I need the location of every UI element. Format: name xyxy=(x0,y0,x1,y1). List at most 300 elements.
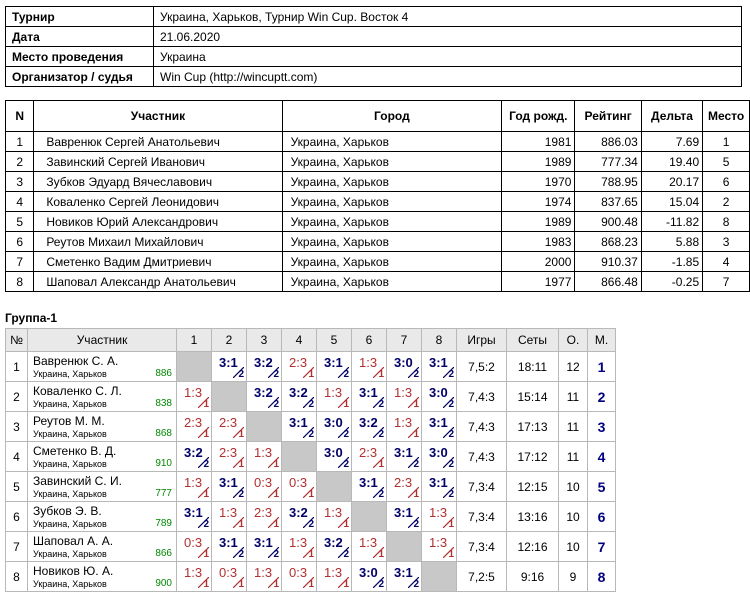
match-points: 1 xyxy=(308,549,314,560)
player-name: Вавренюк С. А. xyxy=(33,354,119,368)
group-row-number: 3 xyxy=(6,412,28,442)
match-score: 1:3 xyxy=(184,475,203,490)
group-row xyxy=(6,532,616,562)
match-score: 3:2 xyxy=(254,355,273,370)
match-score: 0:3 xyxy=(184,535,203,550)
player-name: Шаповал А. А. xyxy=(33,534,114,548)
participant-cell: 866.48 xyxy=(575,272,641,292)
participant-cell: -0.25 xyxy=(641,272,702,292)
match-score: 3:1 xyxy=(184,505,203,520)
match-score: 1:3 xyxy=(359,535,378,550)
points-cell: 11 xyxy=(559,442,588,472)
result-cell xyxy=(247,382,282,412)
participant-cell: 1977 xyxy=(502,272,575,292)
result-cell xyxy=(422,412,457,442)
group-row-number: 8 xyxy=(6,562,28,592)
group-player xyxy=(28,502,177,532)
participant-cell: 8 xyxy=(703,212,750,232)
participant-cell: 5 xyxy=(6,212,34,232)
result-cell xyxy=(352,532,387,562)
result-cell xyxy=(177,502,212,532)
match-score: 2:3 xyxy=(219,415,238,430)
result-cell xyxy=(317,352,352,382)
participant-row xyxy=(6,152,750,172)
info-value: Украина xyxy=(154,47,742,67)
match-points: 1 xyxy=(448,549,454,560)
match-points: 2 xyxy=(273,399,279,410)
points-cell: 11 xyxy=(559,382,588,412)
games-cell: 7,3:4 xyxy=(457,502,507,532)
group-row xyxy=(6,412,616,442)
match-points: 1 xyxy=(203,399,209,410)
match-points: 1 xyxy=(203,429,209,440)
games-cell: 7,2:5 xyxy=(457,562,507,592)
match-points: 2 xyxy=(343,549,349,560)
participant-cell: 2000 xyxy=(502,252,575,272)
match-score: 3:0 xyxy=(359,565,378,580)
participant-cell: 5.88 xyxy=(641,232,702,252)
match-score: 3:1 xyxy=(394,445,413,460)
sets-cell: 12:15 xyxy=(507,472,559,502)
match-points: 2 xyxy=(238,549,244,560)
points-cell: 9 xyxy=(559,562,588,592)
result-cell xyxy=(352,442,387,472)
participant-cell: Реутов Михаил Михайлович xyxy=(34,232,282,252)
result-cell-self xyxy=(352,502,387,532)
participant-row xyxy=(6,172,750,192)
match-points: 1 xyxy=(273,519,279,530)
result-cell xyxy=(317,562,352,592)
result-cell xyxy=(177,382,212,412)
match-points: 1 xyxy=(413,429,419,440)
result-cell xyxy=(282,412,317,442)
participant-cell: Шаповал Александр Анатольевич xyxy=(34,272,282,292)
group-row xyxy=(6,442,616,472)
info-row xyxy=(6,47,742,67)
group-header: 7 xyxy=(387,329,422,352)
participant-cell: Украина, Харьков xyxy=(282,212,502,232)
result-cell xyxy=(352,562,387,592)
participant-row xyxy=(6,232,750,252)
sets-cell: 9:16 xyxy=(507,562,559,592)
participant-row xyxy=(6,192,750,212)
participants-header: Рейтинг xyxy=(575,101,641,132)
group-header: О. xyxy=(559,329,588,352)
group-row-number: 6 xyxy=(6,502,28,532)
result-cell xyxy=(177,562,212,592)
match-points: 1 xyxy=(378,549,384,560)
result-cell xyxy=(212,352,247,382)
group-header: 3 xyxy=(247,329,282,352)
match-score: 1:3 xyxy=(219,505,238,520)
match-score: 0:3 xyxy=(289,565,308,580)
result-cell xyxy=(352,352,387,382)
sets-cell: 15:14 xyxy=(507,382,559,412)
result-cell xyxy=(387,352,422,382)
match-score: 1:3 xyxy=(184,385,203,400)
match-points: 1 xyxy=(203,549,209,560)
match-score: 3:1 xyxy=(429,475,448,490)
player-rating: 777 xyxy=(155,488,172,499)
match-score: 2:3 xyxy=(394,475,413,490)
player-name: Новиков Ю. А. xyxy=(33,564,114,578)
participants-header: Город xyxy=(282,101,502,132)
match-score: 3:1 xyxy=(394,505,413,520)
info-label: Дата xyxy=(6,27,154,47)
match-points: 2 xyxy=(238,489,244,500)
result-cell xyxy=(317,382,352,412)
match-points: 2 xyxy=(378,489,384,500)
match-points: 1 xyxy=(238,519,244,530)
result-cell xyxy=(317,412,352,442)
match-points: 1 xyxy=(203,579,209,590)
player-rating: 868 xyxy=(155,428,172,439)
result-cell xyxy=(212,502,247,532)
match-score: 1:3 xyxy=(324,565,343,580)
participant-cell: 2 xyxy=(703,192,750,212)
match-score: 3:0 xyxy=(324,445,343,460)
participant-cell: Украина, Харьков xyxy=(282,132,502,152)
result-cell xyxy=(352,382,387,412)
player-city: Украина, Харьков xyxy=(33,489,107,499)
match-points: 2 xyxy=(238,369,244,380)
participants-header: Место xyxy=(703,101,750,132)
match-points: 1 xyxy=(273,459,279,470)
match-points: 2 xyxy=(203,519,209,530)
participant-cell: 4 xyxy=(6,192,34,212)
player-city: Украина, Харьков xyxy=(33,399,107,409)
match-points: 2 xyxy=(448,429,454,440)
group-header: 4 xyxy=(282,329,317,352)
result-cell xyxy=(177,412,212,442)
match-score: 1:3 xyxy=(324,505,343,520)
group-row-number: 4 xyxy=(6,442,28,472)
match-score: 0:3 xyxy=(289,475,308,490)
result-cell-self xyxy=(247,412,282,442)
result-cell xyxy=(212,412,247,442)
player-rating: 910 xyxy=(155,458,172,469)
participant-cell: -1.85 xyxy=(641,252,702,272)
match-points: 2 xyxy=(413,459,419,470)
participant-row xyxy=(6,252,750,272)
group-row xyxy=(6,562,616,592)
participant-cell: Завинский Сергей Иванович xyxy=(34,152,282,172)
match-score: 1:3 xyxy=(254,445,273,460)
result-cell xyxy=(212,442,247,472)
place-cell: 5 xyxy=(588,472,616,502)
result-cell xyxy=(247,352,282,382)
group-header: 5 xyxy=(317,329,352,352)
match-points: 1 xyxy=(378,459,384,470)
participant-cell: Украина, Харьков xyxy=(282,172,502,192)
match-score: 1:3 xyxy=(324,385,343,400)
participant-cell: 19.40 xyxy=(641,152,702,172)
result-cell-self xyxy=(282,442,317,472)
group-player xyxy=(28,412,177,442)
result-cell xyxy=(317,502,352,532)
match-score: 3:1 xyxy=(359,475,378,490)
participant-cell: 15.04 xyxy=(641,192,702,212)
place-cell: 6 xyxy=(588,502,616,532)
participant-cell: Новиков Юрий Александрович xyxy=(34,212,282,232)
player-name: Реутов М. М. xyxy=(33,414,105,428)
match-score: 3:1 xyxy=(429,415,448,430)
match-points: 1 xyxy=(238,459,244,470)
participant-cell: 1981 xyxy=(502,132,575,152)
result-cell xyxy=(177,472,212,502)
participants-header: Участник xyxy=(34,101,282,132)
group-row xyxy=(6,352,616,382)
participant-row xyxy=(6,132,750,152)
match-points: 1 xyxy=(343,519,349,530)
place-cell: 3 xyxy=(588,412,616,442)
result-cell-self xyxy=(177,352,212,382)
group-player xyxy=(28,382,177,412)
result-cell xyxy=(282,472,317,502)
match-score: 3:2 xyxy=(324,535,343,550)
group-row-number: 7 xyxy=(6,532,28,562)
participant-cell: 868.23 xyxy=(575,232,641,252)
participants-header: N xyxy=(6,101,34,132)
player-name: Зубков Э. В. xyxy=(33,504,102,518)
match-score: 3:1 xyxy=(219,475,238,490)
result-cell xyxy=(352,472,387,502)
participant-cell: 20.17 xyxy=(641,172,702,192)
info-value: 21.06.2020 xyxy=(154,27,742,47)
participant-row xyxy=(6,272,750,292)
match-points: 1 xyxy=(308,489,314,500)
player-city: Украина, Харьков xyxy=(33,579,107,589)
match-score: 1:3 xyxy=(429,505,448,520)
player-city: Украина, Харьков xyxy=(33,549,107,559)
result-cell xyxy=(387,472,422,502)
match-score: 1:3 xyxy=(429,535,448,550)
games-cell: 7,3:4 xyxy=(457,532,507,562)
info-label: Организатор / судья xyxy=(6,67,154,87)
result-cell xyxy=(387,442,422,472)
player-name: Завинский С. И. xyxy=(33,474,122,488)
group-player xyxy=(28,442,177,472)
match-points: 1 xyxy=(238,429,244,440)
group-header: Участник xyxy=(28,329,177,352)
match-points: 2 xyxy=(308,519,314,530)
player-rating: 886 xyxy=(155,368,172,379)
match-score: 3:1 xyxy=(219,355,238,370)
match-score: 3:1 xyxy=(324,355,343,370)
result-cell xyxy=(212,532,247,562)
result-cell xyxy=(247,472,282,502)
match-points: 1 xyxy=(343,579,349,590)
player-city: Украина, Харьков xyxy=(33,369,107,379)
player-name: Сметенко В. Д. xyxy=(33,444,117,458)
result-cell xyxy=(247,532,282,562)
match-points: 1 xyxy=(308,369,314,380)
result-cell xyxy=(282,352,317,382)
match-points: 2 xyxy=(343,459,349,470)
match-score: 2:3 xyxy=(219,445,238,460)
match-score: 3:1 xyxy=(289,415,308,430)
match-points: 2 xyxy=(448,369,454,380)
place-cell: 4 xyxy=(588,442,616,472)
info-value: Win Cup (http://wincuptt.com) xyxy=(154,67,742,87)
participant-cell: 1989 xyxy=(502,212,575,232)
group-player xyxy=(28,352,177,382)
participant-cell: 1 xyxy=(6,132,34,152)
match-points: 2 xyxy=(378,579,384,590)
match-points: 2 xyxy=(448,489,454,500)
result-cell xyxy=(282,502,317,532)
result-cell xyxy=(177,442,212,472)
match-points: 1 xyxy=(413,489,419,500)
participant-cell: Украина, Харьков xyxy=(282,272,502,292)
place-cell: 2 xyxy=(588,382,616,412)
match-points: 2 xyxy=(413,369,419,380)
group-header: Игры xyxy=(457,329,507,352)
info-row xyxy=(6,7,742,27)
result-cell xyxy=(387,412,422,442)
participant-cell: Сметенко Вадим Дмитриевич xyxy=(34,252,282,272)
result-cell xyxy=(317,442,352,472)
group-player xyxy=(28,562,177,592)
result-cell xyxy=(247,442,282,472)
match-score: 3:2 xyxy=(184,445,203,460)
match-score: 1:3 xyxy=(394,385,413,400)
result-cell xyxy=(387,382,422,412)
match-points: 1 xyxy=(343,399,349,410)
match-score: 1:3 xyxy=(394,415,413,430)
participant-cell: 3 xyxy=(703,232,750,252)
group-header: № xyxy=(6,329,28,352)
match-score: 3:0 xyxy=(429,445,448,460)
points-cell: 10 xyxy=(559,502,588,532)
match-points: 1 xyxy=(238,579,244,590)
sets-cell: 17:12 xyxy=(507,442,559,472)
result-cell xyxy=(422,532,457,562)
participant-cell: 7.69 xyxy=(641,132,702,152)
result-cell xyxy=(422,382,457,412)
result-cell-self xyxy=(422,562,457,592)
info-row xyxy=(6,67,742,87)
participant-cell: 900.48 xyxy=(575,212,641,232)
participant-cell: Зубков Эдуард Вячеславович xyxy=(34,172,282,192)
group-row xyxy=(6,472,616,502)
match-points: 1 xyxy=(308,579,314,590)
match-score: 2:3 xyxy=(289,355,308,370)
group-row-number: 1 xyxy=(6,352,28,382)
participants-header: Год рожд. xyxy=(502,101,575,132)
sets-cell: 17:13 xyxy=(507,412,559,442)
group-header: Сеты xyxy=(507,329,559,352)
group-player xyxy=(28,532,177,562)
match-score: 3:1 xyxy=(359,385,378,400)
match-points: 2 xyxy=(308,399,314,410)
match-score: 3:1 xyxy=(429,355,448,370)
match-points: 2 xyxy=(378,429,384,440)
player-rating: 838 xyxy=(155,398,172,409)
tournament-info-table xyxy=(5,6,742,87)
player-rating: 900 xyxy=(155,578,172,589)
result-cell xyxy=(422,502,457,532)
match-points: 2 xyxy=(273,549,279,560)
match-points: 2 xyxy=(203,459,209,470)
match-points: 2 xyxy=(343,369,349,380)
result-cell xyxy=(387,562,422,592)
result-cell xyxy=(212,472,247,502)
info-row xyxy=(6,27,742,47)
participant-cell: 1 xyxy=(703,132,750,152)
participant-cell: 2 xyxy=(6,152,34,172)
games-cell: 7,4:3 xyxy=(457,382,507,412)
match-points: 1 xyxy=(448,519,454,530)
match-score: 2:3 xyxy=(254,505,273,520)
result-cell-self xyxy=(387,532,422,562)
participant-cell: 6 xyxy=(703,172,750,192)
match-score: 3:0 xyxy=(324,415,343,430)
participant-cell: Украина, Харьков xyxy=(282,192,502,212)
player-rating: 789 xyxy=(155,518,172,529)
points-cell: 11 xyxy=(559,412,588,442)
group-header: 1 xyxy=(177,329,212,352)
player-city: Украина, Харьков xyxy=(33,459,107,469)
group-title: Группа-1 xyxy=(5,311,58,325)
match-points: 2 xyxy=(413,519,419,530)
info-label: Турнир xyxy=(6,7,154,27)
participant-cell: 886.03 xyxy=(575,132,641,152)
match-score: 3:0 xyxy=(429,385,448,400)
group-header: 6 xyxy=(352,329,387,352)
place-cell: 7 xyxy=(588,532,616,562)
match-score: 3:2 xyxy=(254,385,273,400)
match-points: 2 xyxy=(378,399,384,410)
match-score: 3:0 xyxy=(394,355,413,370)
games-cell: 7,3:4 xyxy=(457,472,507,502)
result-cell xyxy=(422,352,457,382)
result-cell xyxy=(177,532,212,562)
info-label: Место проведения xyxy=(6,47,154,67)
result-cell xyxy=(282,562,317,592)
match-points: 1 xyxy=(378,369,384,380)
match-points: 1 xyxy=(203,489,209,500)
info-value: Украина, Харьков, Турнир Win Cup. Восток 4 xyxy=(154,7,742,27)
match-score: 0:3 xyxy=(254,475,273,490)
participant-cell: 6 xyxy=(6,232,34,252)
participant-cell: Украина, Харьков xyxy=(282,232,502,252)
result-cell xyxy=(422,472,457,502)
player-rating: 866 xyxy=(155,548,172,559)
match-score: 3:1 xyxy=(394,565,413,580)
participant-cell: 788.95 xyxy=(575,172,641,192)
participant-cell: Украина, Харьков xyxy=(282,252,502,272)
participant-cell: 5 xyxy=(703,152,750,172)
match-score: 3:1 xyxy=(219,535,238,550)
match-points: 2 xyxy=(308,429,314,440)
points-cell: 10 xyxy=(559,532,588,562)
participant-cell: Коваленко Сергей Леонидович xyxy=(34,192,282,212)
result-cell xyxy=(282,532,317,562)
match-score: 3:2 xyxy=(289,505,308,520)
participant-cell: 910.37 xyxy=(575,252,641,272)
player-name: Коваленко С. Л. xyxy=(33,384,122,398)
result-cell xyxy=(282,382,317,412)
group-row-number: 2 xyxy=(6,382,28,412)
sets-cell: 13:16 xyxy=(507,502,559,532)
match-score: 1:3 xyxy=(289,535,308,550)
group-header: 8 xyxy=(422,329,457,352)
group-header: М. xyxy=(588,329,616,352)
player-city: Украина, Харьков xyxy=(33,429,107,439)
match-score: 1:3 xyxy=(359,355,378,370)
participant-cell: 4 xyxy=(703,252,750,272)
